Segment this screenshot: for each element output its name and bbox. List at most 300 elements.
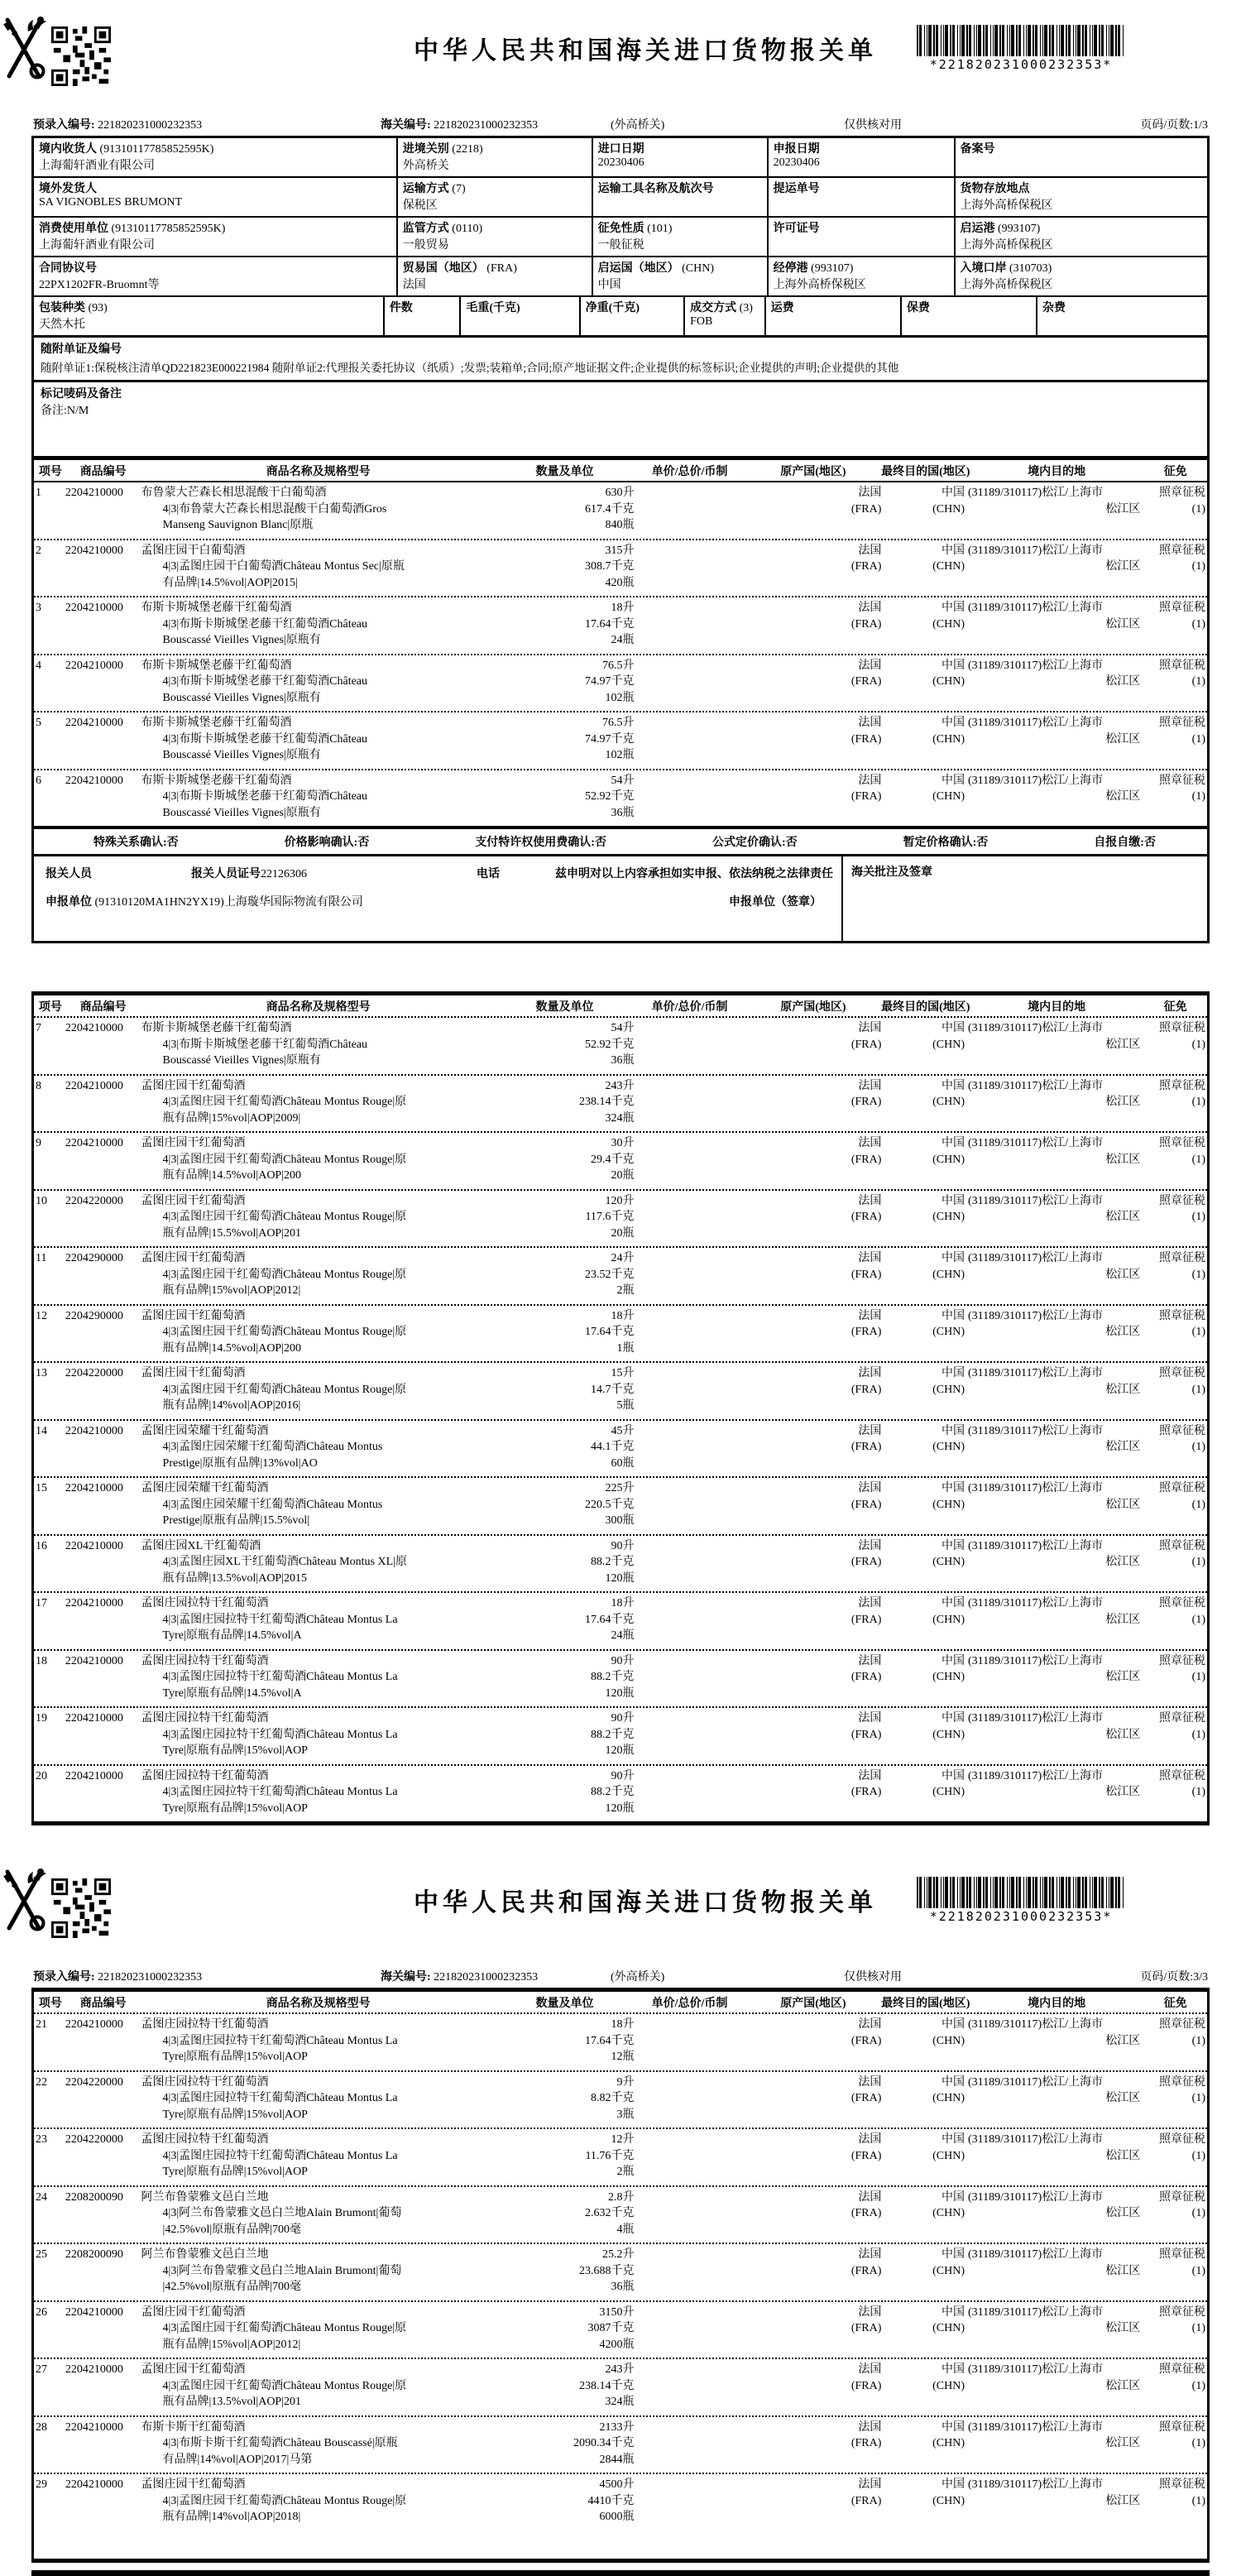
table-row [34, 1591, 1207, 1649]
cell-levy-mode: 照章征税 (1) [1158, 1539, 1205, 1568]
cell-origin-country: 法国 (FRA) [850, 1137, 882, 1166]
cell-item-no: 12 [36, 1309, 47, 1322]
table-row [34, 2358, 1207, 2415]
cell-unit-price [634, 715, 745, 764]
cell-domestic-destination: (31189/310117)松江/上海市 松江区 [968, 2133, 1141, 2162]
cell-levy-mode: 照章征税 (1) [1158, 2305, 1205, 2334]
cell-destination-country: 中国 (CHN) [932, 1597, 965, 1626]
cell-unit-price [634, 1538, 745, 1587]
cell-commodity-name: 孟图庄园拉特干红葡萄酒 4|3|孟图庄园拉特干红葡萄酒Château Montus La Tyre|原瓶有品牌|15%vol|AOP [141, 1769, 398, 1815]
cell-origin-country: 法国 (FRA) [850, 1712, 882, 1741]
cell-commodity-name: 孟图庄园拉特干红葡萄酒 4|3|孟图庄园拉特干红葡萄酒Château Montus La Tyre|原瓶有品牌|14.5%vol|A [141, 1597, 398, 1642]
table-row [34, 1361, 1207, 1419]
cell-origin-country: 法国 (FRA) [850, 1194, 882, 1223]
meta-row-page3 [0, 1968, 1241, 1984]
cell-unit-price [634, 485, 745, 534]
barcode-text: *221820231000232353* [929, 1909, 1113, 1924]
check-only-note: 仅供核对用 [844, 119, 902, 132]
cell-commodity-code: 2204220000 [65, 2075, 123, 2089]
cell-domestic-destination: (31189/310117)松江/上海市 松江区 [968, 487, 1141, 516]
items-table-header [34, 1992, 1207, 2014]
attached-documents: 随附单证及编号 随附单证1:保税核注清单QD221823E000221984 随附单证2:代理报关委托协议（纸质）;发票;装箱单;合同;原产地证据文件;企业提供的标签标识;企业提供的声明;企业提供的其他 [34, 335, 1207, 380]
cell-commodity-name: 布斯卡斯城堡老藤干红葡萄酒 4|3|布斯卡斯城堡老藤干红葡萄酒Château Bouscassé Vieilles Vignes|原瓶有 [141, 602, 368, 646]
customs-emblem-icon [0, 10, 48, 86]
cell-item-no: 16 [36, 1539, 47, 1552]
cell-unit-price [634, 1078, 745, 1127]
declarant-footer [34, 854, 1207, 941]
field-declare-date: 申报日期 20230406 [767, 138, 954, 176]
cell-origin-country: 法国 (FRA) [850, 1309, 882, 1338]
table-row [34, 2185, 1207, 2243]
cell-destination-country: 中国 (CHN) [932, 1137, 965, 1166]
cell-item-no: 14 [36, 1424, 47, 1437]
cell-quantity: 90升 88.2千克 120瓶 [590, 1712, 635, 1757]
table-row [34, 1246, 1207, 1304]
cell-commodity-name: 孟图庄园干红葡萄酒 4|3|孟图庄园干红葡萄酒Château Montus Rouge|原 瓶有品牌|15.5%vol|AOP|201 [141, 1194, 407, 1240]
cell-levy-mode: 照章征税 (1) [1158, 2133, 1205, 2162]
field-net-weight: 净重(千克) [579, 297, 683, 335]
cell-commodity-name: 孟图庄园荣耀干红葡萄酒 4|3|孟图庄园荣耀干红葡萄酒Château Montus Prestige|原瓶有品牌|13%vol|AO [141, 1424, 383, 1470]
barcode-block [917, 1877, 1125, 1924]
field-bill-no: 提运单号 [767, 178, 954, 216]
field-transport-mode: 运输方式 (7) 保税区 [396, 178, 592, 216]
cell-commodity-code: 2204290000 [65, 1309, 123, 1322]
table-row [34, 1649, 1207, 1707]
cell-commodity-name: 孟图庄园干红葡萄酒 4|3|孟图庄园干红葡萄酒Château Montus Rouge|原 瓶有品牌|14%vol|AOP|2016| [141, 1367, 407, 1412]
header-item-no: 项号 [38, 466, 62, 478]
cell-domestic-destination: (31189/310117)松江/上海市 松江区 [968, 1079, 1141, 1108]
pre-entry-number: 预录入编号: 221820231000232353 [33, 1971, 203, 1984]
cell-quantity: 18升 17.64千克 12瓶 [584, 2018, 635, 2063]
field-freight: 运费 [764, 297, 900, 335]
cell-commodity-code: 2204210000 [65, 774, 123, 787]
header-unit-price: 单价/总价/币制 [651, 1001, 728, 1014]
cell-domestic-destination: (31189/310117)松江/上海市 松江区 [968, 544, 1141, 573]
cell-commodity-code: 2204210000 [65, 487, 123, 499]
cell-levy-mode: 照章征税 (1) [1158, 2075, 1205, 2104]
cell-destination-country: 中国 (CHN) [932, 659, 965, 688]
page1-header [0, 10, 1241, 111]
confirm-self-declare: 自报自缴:否 [1094, 837, 1156, 849]
cell-domestic-destination: (31189/310117)松江/上海市 松江区 [968, 2305, 1141, 2334]
cell-quantity: 15升 14.7千克 5瓶 [590, 1367, 635, 1412]
cell-destination-country: 中国 (CHN) [932, 2420, 965, 2449]
cell-unit-price [634, 1135, 745, 1184]
cell-domestic-destination: (31189/310117)松江/上海市 松江区 [968, 1482, 1141, 1511]
cell-unit-price [634, 1308, 745, 1357]
field-levy-nature: 征免性质 (101) 一般征税 [592, 218, 767, 256]
confirmation-row [34, 826, 1207, 854]
header-origin-country: 原产国(地区) [780, 466, 846, 478]
table-row [34, 1304, 1207, 1362]
cell-destination-country: 中国 (CHN) [932, 1482, 965, 1511]
cell-unit-price [634, 658, 745, 707]
cell-origin-country: 法国 (FRA) [850, 717, 882, 746]
header-destination-country: 最终目的国(地区) [881, 1998, 970, 2010]
cell-domestic-destination: (31189/310117)松江/上海市 松江区 [968, 1712, 1141, 1741]
cell-levy-mode: 照章征税 (1) [1158, 1597, 1205, 1626]
cell-levy-mode: 照章征税 (1) [1158, 2478, 1205, 2507]
cell-domestic-destination: (31189/310117)松江/上海市 松江区 [968, 1252, 1141, 1281]
cell-unit-price [634, 1653, 745, 1702]
cell-quantity: 76.5升 74.97千克 102瓶 [584, 717, 635, 761]
cell-domestic-destination: (31189/310117)松江/上海市 松江区 [968, 2363, 1141, 2392]
cell-commodity-name: 孟图庄园干红葡萄酒 4|3|孟图庄园干红葡萄酒Château Montus Rouge|原 瓶有品牌|14.5%vol|AOP|200 [141, 1137, 407, 1182]
cell-commodity-code: 2204210000 [65, 544, 123, 557]
meta-row-page1 [0, 116, 1241, 132]
cell-quantity: 90升 88.2千克 120瓶 [590, 1769, 635, 1815]
cell-origin-country: 法国 (FRA) [850, 602, 882, 631]
field-pieces: 件数 [383, 297, 460, 335]
header-commodity-name: 商品名称及规格型号 [266, 1001, 371, 1014]
table-row [34, 1074, 1207, 1132]
cell-domestic-destination: (31189/310117)松江/上海市 松江区 [968, 2248, 1141, 2277]
barcode-block [917, 25, 1125, 72]
table-row [34, 2014, 1207, 2070]
cell-domestic-destination: (31189/310117)松江/上海市 松江区 [968, 602, 1141, 631]
cell-commodity-name: 孟图庄园荣耀干红葡萄酒 4|3|孟图庄园荣耀干红葡萄酒Château Montus Prestige|原瓶有品牌|15.5%vol| [141, 1482, 383, 1527]
cell-commodity-code: 2204210000 [65, 1137, 123, 1149]
cell-item-no: 10 [36, 1194, 47, 1207]
cell-quantity: 2.8升 2.632千克 4瓶 [584, 2190, 635, 2236]
cell-commodity-code: 2204210000 [65, 2478, 123, 2491]
cell-origin-country: 法国 (FRA) [850, 1079, 882, 1108]
header-levy-mode: 征免 [1163, 1998, 1187, 2010]
cell-origin-country: 法国 (FRA) [850, 1367, 882, 1396]
field-departure-port: 启运港 (993107) 上海外高桥保税区 [954, 218, 1207, 256]
cell-destination-country: 中国 (CHN) [932, 602, 965, 631]
cell-item-no: 13 [36, 1367, 47, 1379]
field-gross-weight: 毛重(千克) [459, 297, 578, 335]
header-unit-price: 单价/总价/币制 [651, 1998, 728, 2010]
cell-unit-price [634, 1020, 745, 1069]
cell-levy-mode: 照章征税 (1) [1158, 1309, 1205, 1338]
table-row [34, 1534, 1207, 1592]
cell-destination-country: 中国 (CHN) [932, 2133, 965, 2162]
cell-destination-country: 中国 (CHN) [932, 2190, 965, 2219]
cell-unit-price [634, 1595, 745, 1644]
cell-quantity: 12升 11.76千克 2瓶 [585, 2133, 635, 2178]
cell-levy-mode: 照章征税 (1) [1158, 1252, 1205, 1281]
cell-quantity: 4500升 4410千克 6000瓶 [587, 2478, 635, 2523]
cell-quantity: 2133升 2090.34千克 2844瓶 [573, 2420, 635, 2466]
cell-levy-mode: 照章征税 (1) [1158, 544, 1205, 573]
cell-quantity: 25.2升 23.688千克 36瓶 [578, 2248, 635, 2293]
cell-destination-country: 中国 (CHN) [932, 1079, 965, 1108]
cell-commodity-code: 2204210000 [65, 2018, 123, 2031]
cell-unit-price [634, 600, 745, 649]
table-row [34, 2300, 1207, 2358]
form-row-a [34, 138, 1207, 176]
cell-destination-country: 中国 (CHN) [932, 1194, 965, 1223]
cell-levy-mode: 照章征税 (1) [1158, 1424, 1205, 1453]
cell-quantity: 243升 238.14千克 324瓶 [578, 2363, 635, 2408]
cell-commodity-name: 阿兰布鲁蒙雅文邑白兰地 4|3|阿兰布鲁蒙雅文邑白兰地Alain Brumont|葡萄 |42.5%vol|原瓶有品牌|700毫 [141, 2248, 402, 2293]
header-item-no: 项号 [38, 1001, 62, 1014]
page-1 [0, 10, 1241, 943]
cell-commodity-name: 布斯卡斯城堡老藤干红葡萄酒 4|3|布斯卡斯城堡老藤干红葡萄酒Château Bouscassé Vieilles Vignes|原瓶有 [141, 659, 368, 704]
customs-office: (外高桥关) [611, 1971, 665, 1984]
barcode [917, 25, 1125, 56]
cell-commodity-code: 2204210000 [65, 2305, 123, 2319]
cell-commodity-name: 孟图庄园干红葡萄酒 4|3|孟图庄园干红葡萄酒Château Montus Rouge|原 瓶有品牌|15%vol|AOP|2012| [141, 1252, 407, 1297]
cell-destination-country: 中国 (CHN) [932, 2248, 965, 2277]
header-destination-country: 最终目的国(地区) [881, 1001, 970, 1014]
cell-unit-price [634, 2247, 745, 2295]
cell-origin-country: 法国 (FRA) [850, 1022, 882, 1051]
page-number: 页码/页数:1/3 [1140, 119, 1208, 132]
cell-levy-mode: 照章征税 (1) [1158, 602, 1205, 631]
declarant-label: 报关人员 [46, 868, 92, 880]
confirm-price-impact: 价格影响确认:否 [284, 837, 370, 849]
cell-unit-price [634, 1423, 745, 1472]
cell-domestic-destination: (31189/310117)松江/上海市 松江区 [968, 1769, 1141, 1798]
cell-domestic-destination: (31189/310117)松江/上海市 松江区 [968, 1597, 1141, 1626]
header-commodity-code: 商品编号 [79, 466, 127, 478]
cell-destination-country: 中国 (CHN) [932, 717, 965, 746]
cell-unit-price [634, 773, 745, 822]
field-license-no: 许可证号 [767, 218, 954, 256]
cell-destination-country: 中国 (CHN) [932, 1309, 965, 1338]
cell-levy-mode: 照章征税 (1) [1158, 774, 1205, 803]
cell-item-no: 4 [36, 659, 41, 672]
cell-domestic-destination: (31189/310117)松江/上海市 松江区 [968, 2478, 1141, 2507]
document-title: 中华人民共和国海关进口货物报关单 [414, 1889, 877, 1916]
field-vehicle: 运输工具名称及航次号 [592, 178, 767, 216]
cell-quantity: 45升 44.1千克 60瓶 [590, 1424, 635, 1470]
cell-commodity-name: 孟图庄园XL干红葡萄酒 4|3|孟图庄园XL干红葡萄酒Château Montus XL|原 瓶有品牌|13.5%vol|AOP|2015 [141, 1539, 407, 1585]
cell-commodity-name: 孟图庄园干红葡萄酒 4|3|孟图庄园干红葡萄酒Château Montus Rouge|原 瓶有品牌|14%vol|AOP|2018| [141, 2478, 407, 2523]
cell-origin-country: 法国 (FRA) [850, 544, 882, 573]
header-item-no: 项号 [38, 1998, 62, 2010]
cell-commodity-name: 孟图庄园拉特干红葡萄酒 4|3|孟图庄园拉特干红葡萄酒Château Montus La Tyre|原瓶有品牌|15%vol|AOP [141, 2018, 398, 2063]
marks-remarks: 标记唛码及备注 备注:N/M [34, 380, 1207, 456]
cell-levy-mode: 照章征税 (1) [1158, 1022, 1205, 1051]
cell-item-no: 6 [36, 774, 41, 787]
cell-origin-country: 法国 (FRA) [850, 2133, 882, 2162]
cell-levy-mode: 照章征税 (1) [1158, 2420, 1205, 2449]
cell-item-no: 2 [36, 544, 41, 557]
cell-item-no: 28 [36, 2420, 47, 2434]
table-row [34, 1018, 1207, 1074]
header-quantity: 数量及单位 [535, 1001, 594, 1014]
field-trade-country: 贸易国（地区） (FRA) 法国 [396, 257, 592, 295]
confirm-royalty: 支付特许权使用费确认:否 [475, 837, 606, 849]
customs-number: 海关编号: 221820231000232353 [381, 119, 539, 132]
table-row [34, 2473, 1207, 2530]
cell-unit-price [634, 543, 745, 592]
table-row [34, 2243, 1207, 2300]
cell-levy-mode: 照章征税 (1) [1158, 2248, 1205, 2277]
cell-item-no: 5 [36, 717, 41, 729]
cell-commodity-code: 2204210000 [65, 1654, 123, 1667]
cell-quantity: 225升 220.5千克 300瓶 [584, 1482, 635, 1527]
barcode-text: *221820231000232353* [929, 57, 1113, 72]
items-table-header [34, 995, 1207, 1018]
cell-quantity: 54升 52.92千克 36瓶 [584, 774, 635, 819]
cell-levy-mode: 照章征税 (1) [1158, 717, 1205, 746]
header-destination-country: 最终目的国(地区) [881, 466, 970, 478]
cell-origin-country: 法国 (FRA) [850, 774, 882, 803]
cell-item-no: 7 [36, 1022, 41, 1034]
page-number: 页码/页数:3/3 [1140, 1971, 1208, 1984]
table-row [34, 654, 1207, 712]
cell-item-no: 3 [36, 602, 41, 614]
header-commodity-name: 商品名称及规格型号 [266, 466, 371, 478]
cell-domestic-destination: (31189/310117)松江/上海市 松江区 [968, 1367, 1141, 1396]
cell-domestic-destination: (31189/310117)松江/上海市 松江区 [968, 659, 1141, 688]
cell-commodity-code: 2204210000 [65, 1424, 123, 1437]
cell-origin-country: 法国 (FRA) [850, 2075, 882, 2104]
header-origin-country: 原产国(地区) [780, 1001, 846, 1014]
cell-destination-country: 中国 (CHN) [932, 1367, 965, 1396]
cell-levy-mode: 照章征税 (1) [1158, 659, 1205, 688]
cell-domestic-destination: (31189/310117)松江/上海市 松江区 [968, 1194, 1141, 1223]
cell-origin-country: 法国 (FRA) [850, 1424, 882, 1453]
field-misc-fee: 杂费 [1036, 297, 1207, 335]
cell-levy-mode: 照章征税 (1) [1158, 1194, 1205, 1223]
customs-number: 海关编号: 221820231000232353 [381, 1971, 539, 1984]
customs-endorsement: 海关批注及签章 [841, 856, 1207, 941]
cell-origin-country: 法国 (FRA) [850, 2478, 882, 2507]
cell-origin-country: 法国 (FRA) [850, 2018, 882, 2047]
header-unit-price: 单价/总价/币制 [651, 466, 728, 478]
cell-quantity: 18升 17.64千克 24瓶 [584, 1597, 635, 1642]
cell-commodity-code: 2204210000 [65, 2363, 123, 2376]
cell-quantity: 3150升 3087千克 4200瓶 [587, 2305, 635, 2351]
cell-levy-mode: 照章征税 (1) [1158, 1712, 1205, 1741]
cell-unit-price [634, 1365, 745, 1414]
table-row [34, 539, 1207, 597]
cell-commodity-name: 布鲁蒙大芒森长相思混酸干白葡萄酒 4|3|布鲁蒙大芒森长相思混酸干白葡萄酒Gros Manseng Sauvignon Blanc|原瓶 [141, 487, 387, 531]
header-commodity-code: 商品编号 [79, 1998, 127, 2010]
cell-commodity-code: 2204220000 [65, 1367, 123, 1379]
items-table-header [34, 460, 1207, 482]
cell-destination-country: 中国 (CHN) [932, 1252, 965, 1281]
cell-item-no: 27 [36, 2363, 47, 2376]
cell-origin-country: 法国 (FRA) [850, 1597, 882, 1626]
cell-quantity: 90升 88.2千克 120瓶 [590, 1539, 635, 1585]
cell-unit-price [634, 1768, 745, 1817]
items-rows-page2 [34, 1018, 1207, 1821]
cell-item-no: 26 [36, 2305, 47, 2319]
cell-commodity-code: 2204220000 [65, 1194, 123, 1207]
cell-levy-mode: 照章征税 (1) [1158, 1769, 1205, 1798]
cell-levy-mode: 照章征税 (1) [1158, 1079, 1205, 1108]
cell-unit-price [634, 2477, 745, 2526]
cell-item-no: 20 [36, 1769, 47, 1782]
cell-commodity-name: 孟图庄园干白葡萄酒 4|3|孟图庄园干白葡萄酒Château Montus Sec|原瓶 有品牌|14.5%vol|AOP|2015| [141, 544, 405, 589]
cell-levy-mode: 照章征税 (1) [1158, 1654, 1205, 1683]
cell-destination-country: 中国 (CHN) [932, 2075, 965, 2104]
field-consumer-unit: 消费使用单位 (91310117785852595K) 上海葡轩酒业有限公司 [39, 223, 226, 252]
cell-domestic-destination: (31189/310117)松江/上海市 松江区 [968, 2420, 1141, 2449]
field-insurance: 保费 [900, 297, 1036, 335]
confirm-special-relation: 特殊关系确认:否 [93, 837, 179, 849]
cell-domestic-destination: (31189/310117)松江/上海市 松江区 [968, 2018, 1141, 2047]
cell-unit-price [634, 1193, 745, 1242]
field-record-no: 备案号 [954, 138, 1207, 176]
field-departure-country: 启运国（地区） (CHN) 中国 [592, 257, 767, 295]
cell-quantity: 24升 23.52千克 2瓶 [584, 1252, 635, 1297]
cell-origin-country: 法国 (FRA) [850, 2305, 882, 2334]
cell-commodity-code: 2204210000 [65, 2420, 123, 2434]
cell-domestic-destination: (31189/310117)松江/上海市 松江区 [968, 1022, 1141, 1051]
cell-domestic-destination: (31189/310117)松江/上海市 松江区 [968, 2075, 1141, 2104]
cell-origin-country: 法国 (FRA) [850, 2248, 882, 2277]
cell-quantity: 315升 308.7千克 420瓶 [584, 544, 635, 589]
cell-domestic-destination: (31189/310117)松江/上海市 松江区 [968, 1424, 1141, 1453]
cell-commodity-code: 2204210000 [65, 1079, 123, 1092]
cell-quantity: 630升 617.4千克 840瓶 [584, 487, 635, 531]
cell-destination-country: 中国 (CHN) [932, 487, 965, 516]
cell-commodity-code: 2204210000 [65, 602, 123, 614]
form-row-c [34, 216, 1207, 256]
cell-commodity-code: 2204290000 [65, 1252, 123, 1264]
check-only-note: 仅供核对用 [844, 1971, 902, 1984]
table-row [34, 2127, 1207, 2185]
cell-origin-country: 法国 (FRA) [850, 1539, 882, 1568]
cell-commodity-name: 孟图庄园拉特干红葡萄酒 4|3|孟图庄园拉特干红葡萄酒Château Montus La Tyre|原瓶有品牌|15%vol|AOP [141, 2133, 398, 2178]
cell-item-no: 15 [36, 1482, 47, 1494]
cell-item-no: 19 [36, 1712, 47, 1725]
cell-item-no: 25 [36, 2248, 47, 2261]
declare-unit-seal: 申报单位（签章） [729, 896, 822, 909]
cell-commodity-code: 2204210000 [65, 717, 123, 729]
cell-domestic-destination: (31189/310117)松江/上海市 松江区 [968, 774, 1141, 803]
cell-commodity-name: 孟图庄园拉特干红葡萄酒 4|3|孟图庄园拉特干红葡萄酒Château Montus La Tyre|原瓶有品牌|15%vol|AOP [141, 1712, 398, 1757]
cell-domestic-destination: (31189/310117)松江/上海市 松江区 [968, 1137, 1141, 1166]
cell-quantity: 18升 17.64千克 24瓶 [584, 602, 635, 646]
field-transaction-mode: 成交方式 (3) FOB [683, 297, 764, 335]
cell-destination-country: 中国 (CHN) [932, 2478, 965, 2507]
cell-commodity-name: 孟图庄园干红葡萄酒 4|3|孟图庄园干红葡萄酒Château Montus Rouge|原 瓶有品牌|13.5%vol|AOP|201 [141, 2363, 407, 2408]
table-row [34, 1706, 1207, 1764]
document-title: 中华人民共和国海关进口货物报关单 [414, 37, 877, 65]
cell-unit-price [634, 2190, 745, 2238]
cell-unit-price [634, 2075, 745, 2123]
cell-item-no: 18 [36, 1654, 47, 1667]
field-entry-customs: 进境关别 (2218) 外高桥关 [396, 138, 592, 176]
cell-item-no: 9 [36, 1137, 41, 1149]
page-2 [0, 991, 1241, 1825]
cell-destination-country: 中国 (CHN) [932, 2363, 965, 2392]
cell-origin-country: 法国 (FRA) [850, 1654, 882, 1683]
field-contract-no: 合同协议号 22PX1202FR-Bruomnt等 [39, 262, 160, 291]
cell-item-no: 17 [36, 1597, 47, 1609]
cell-item-no: 1 [36, 487, 41, 499]
table-row [34, 2415, 1207, 2473]
cell-quantity: 54升 52.92千克 36瓶 [584, 1022, 635, 1067]
cell-commodity-name: 孟图庄园拉特干红葡萄酒 4|3|孟图庄园拉特干红葡萄酒Château Montus La Tyre|原瓶有品牌|14.5%vol|A [141, 1654, 398, 1700]
cell-origin-country: 法国 (FRA) [850, 1482, 882, 1511]
cell-commodity-code: 2204210000 [65, 659, 123, 672]
cell-commodity-code: 2204210000 [65, 1482, 123, 1494]
cell-levy-mode: 照章征税 (1) [1158, 1367, 1205, 1396]
cell-destination-country: 中国 (CHN) [932, 1539, 965, 1568]
cell-item-no: 22 [36, 2075, 47, 2089]
cell-levy-mode: 照章征税 (1) [1158, 1482, 1205, 1511]
page-cut-bar [31, 2570, 1210, 2576]
page3-header [0, 1862, 1241, 1963]
table-row [34, 711, 1207, 769]
cell-quantity: 243升 238.14千克 324瓶 [578, 1079, 635, 1125]
cell-levy-mode: 照章征税 (1) [1158, 2018, 1205, 2047]
cell-unit-price [634, 2305, 745, 2353]
field-entry-point: 入境口岸 (310703) 上海外高桥保税区 [954, 257, 1207, 295]
table-row [34, 1131, 1207, 1189]
table-row [34, 482, 1207, 539]
